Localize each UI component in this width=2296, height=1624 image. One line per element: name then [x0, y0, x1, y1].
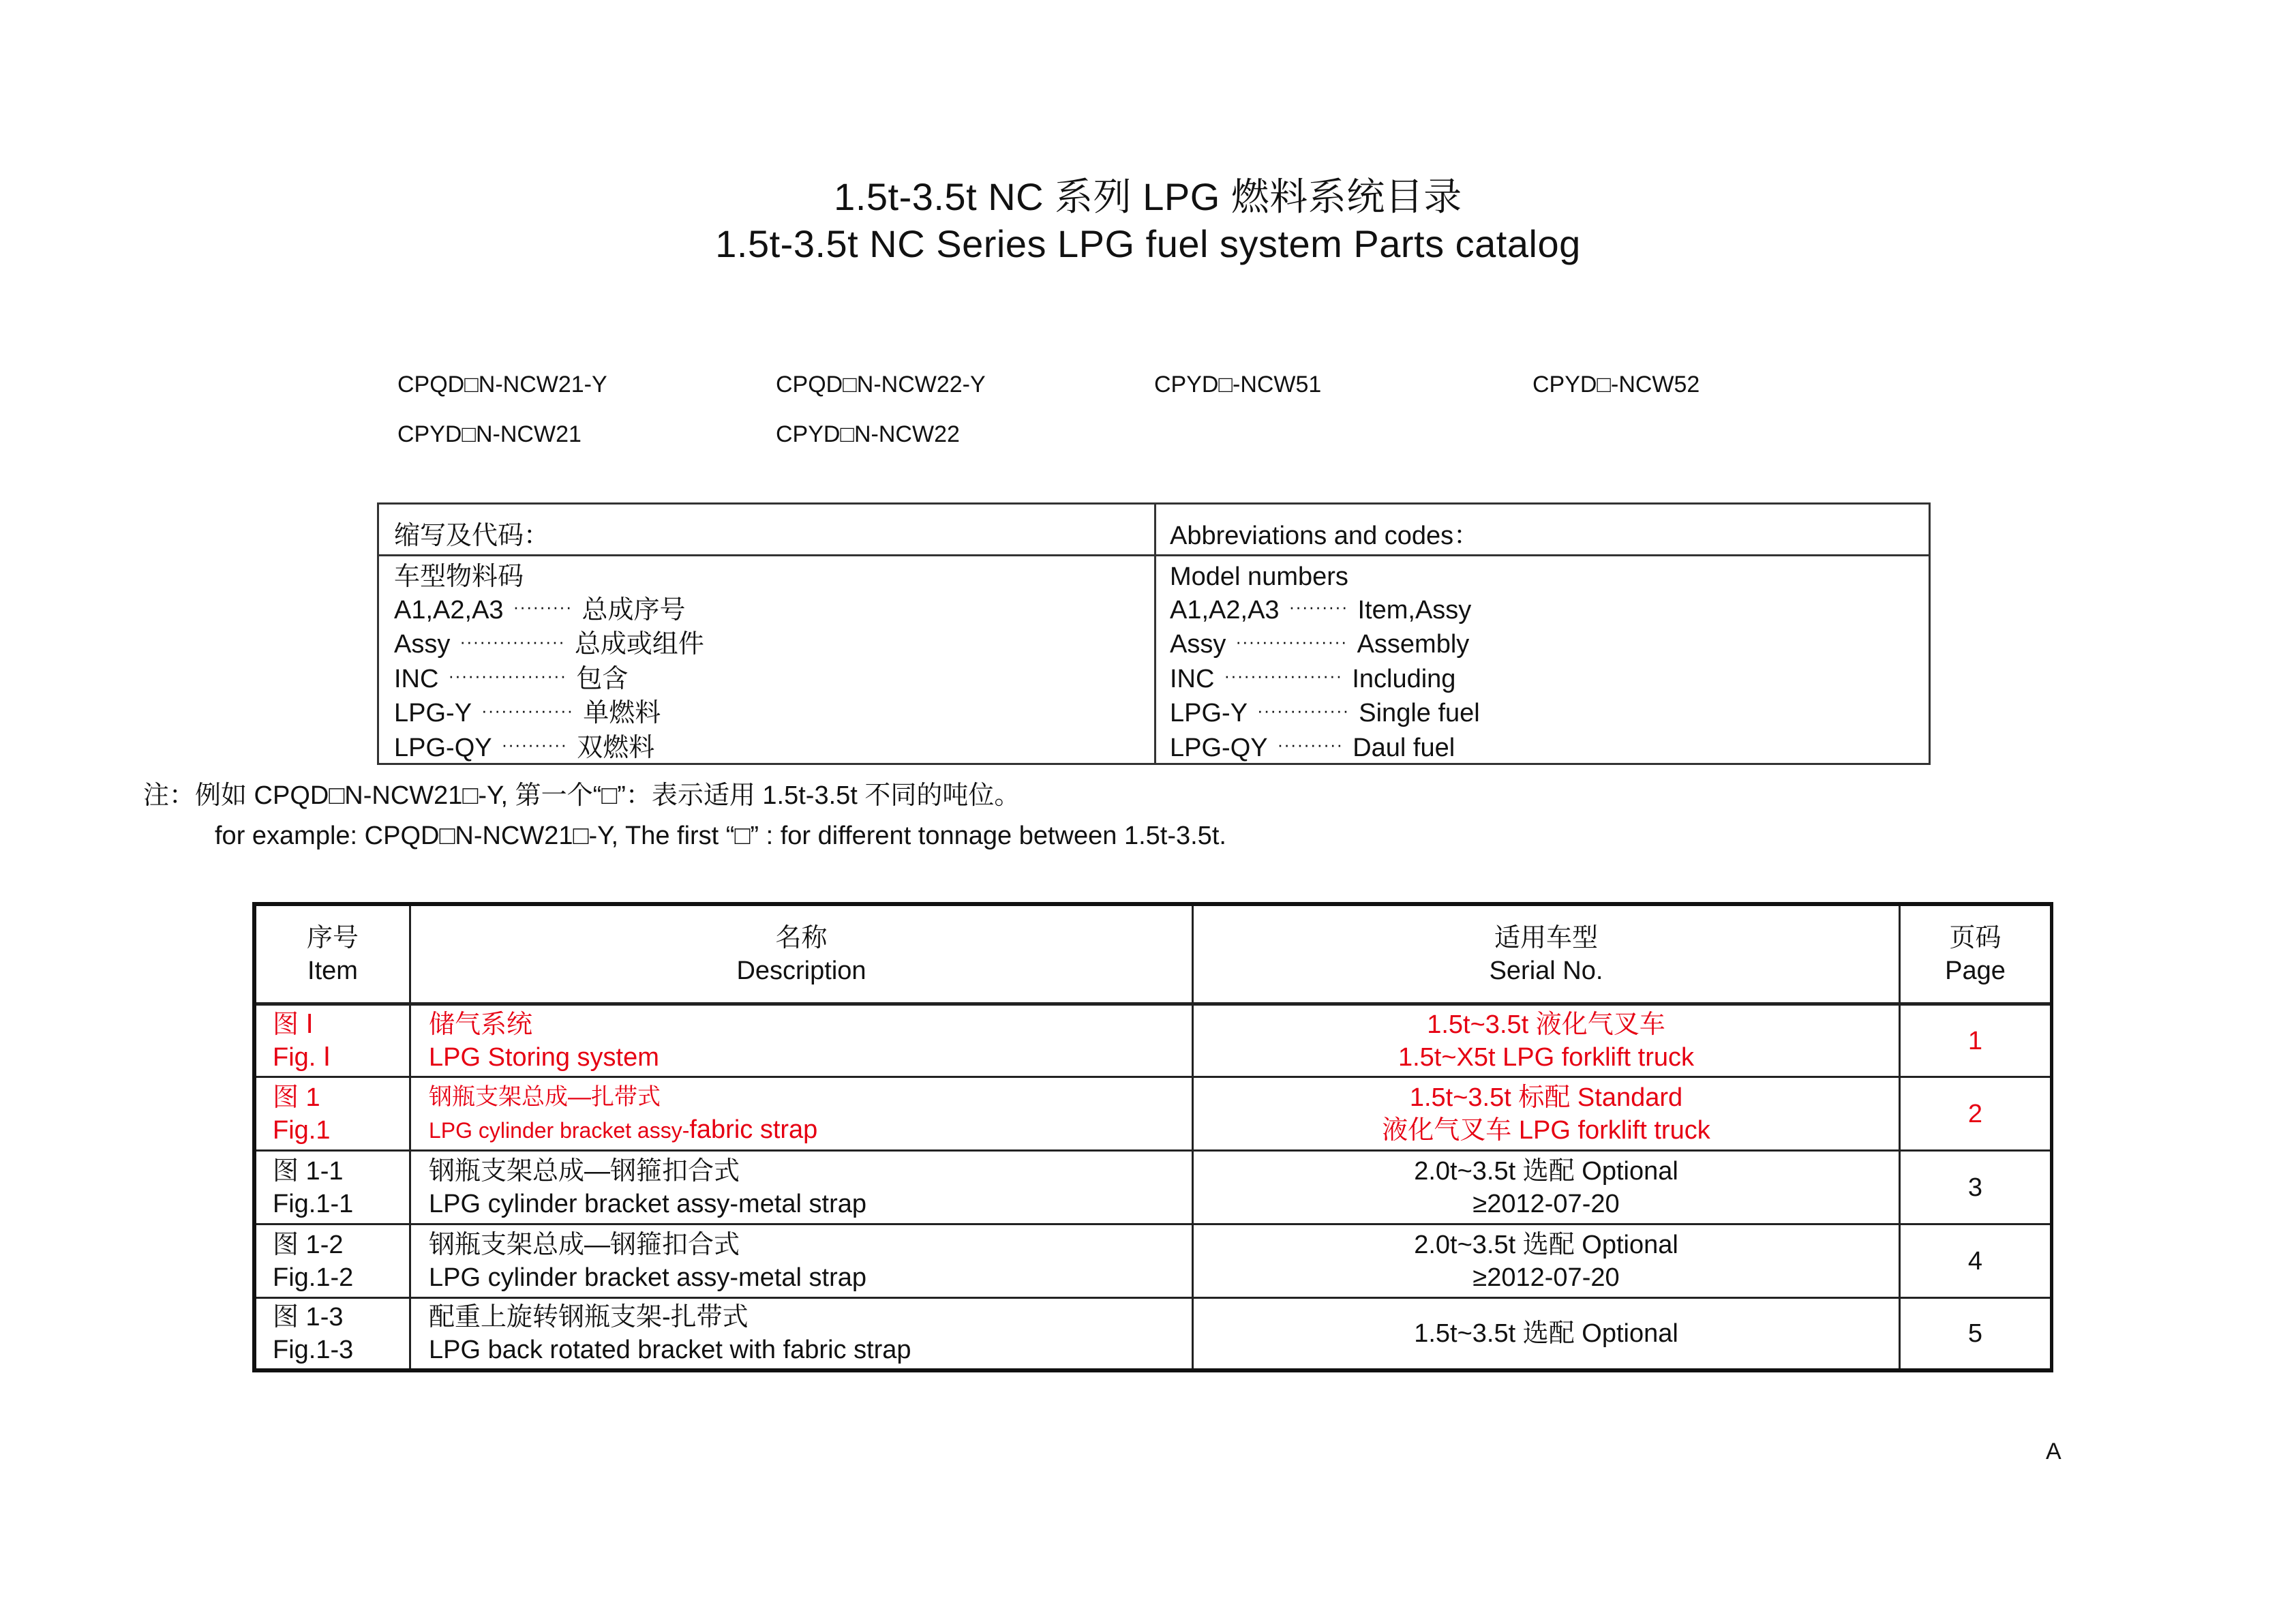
description-zh: 储气系统 — [429, 1010, 533, 1039]
serial-line-2: 1.5t~X5t LPG forklift truck — [1398, 1042, 1694, 1072]
description-zh: 钢瓶支架总成—钢箍扣合式 — [429, 1156, 740, 1186]
abbreviation-intro: 车型物料码 — [394, 562, 524, 591]
note-zh: 注：例如 CPQD□N-NCW21□-Y, 第一个“□”：表示适用 1.5t-3.5t 不同的吨位。 — [143, 781, 1021, 810]
description-zh: 配重上旋转钢瓶支架-扎带式 — [429, 1303, 749, 1332]
leader-dots: ················· — [1235, 631, 1348, 652]
abbreviation-meaning: 双燃料 — [577, 733, 655, 762]
header-description-en: Description — [736, 956, 866, 985]
item-en: Fig.1-2 — [273, 1263, 354, 1292]
abbreviation-code: LPG-QY — [1170, 733, 1268, 762]
item-en: Fig.1-3 — [273, 1336, 354, 1364]
header-item-en: Item — [307, 956, 358, 985]
abbreviations-header-en: Abbreviations and codes： — [1170, 522, 1480, 550]
row-page-link[interactable] — [1901, 1299, 2050, 1368]
serial-line-1: 1.5t~3.5t 液化气叉车 — [1427, 1010, 1665, 1039]
leader-dots: ·················· — [448, 665, 567, 687]
description-zh: 钢瓶支架总成—扎带式 — [429, 1084, 661, 1110]
serial-line-2: ≥2012-07-20 — [1472, 1189, 1620, 1218]
page-number[interactable]: 2 — [1967, 1099, 1983, 1128]
header-serial-zh: 适用车型 — [1494, 923, 1598, 952]
leader-dots: ·················· — [1224, 665, 1343, 687]
item-zh: 图 Ⅰ — [273, 1010, 314, 1039]
abbreviations-divider — [1154, 505, 1156, 763]
abbreviations-box — [377, 502, 1931, 765]
row-serial — [1194, 1078, 1899, 1149]
description-en: LPG cylinder bracket assy-metal strap — [429, 1263, 867, 1292]
header-serial-en: Serial No. — [1489, 956, 1603, 985]
item-en: Fig.1-1 — [273, 1189, 354, 1218]
abbreviation-meaning: 包含 — [576, 664, 629, 693]
abbreviation-row — [1170, 628, 1480, 662]
header-page-en: Page — [1945, 956, 2006, 985]
leader-dots: ········· — [1288, 597, 1348, 618]
abbreviation-row — [1170, 663, 1480, 697]
abbreviation-row — [1170, 594, 1480, 628]
abbreviations-zh-column — [394, 560, 704, 766]
item-zh: 图 1-3 — [273, 1303, 344, 1332]
row-item — [256, 1225, 409, 1297]
row-item — [256, 1006, 409, 1076]
page-number[interactable]: 3 — [1967, 1173, 1983, 1202]
row-description[interactable] — [411, 1152, 1192, 1223]
item-zh: 图 1-2 — [273, 1230, 344, 1259]
row-serial — [1194, 1225, 1899, 1297]
page-number[interactable]: 5 — [1967, 1319, 1983, 1348]
row-page-link[interactable] — [1901, 1006, 2050, 1076]
description-en: LPG cylinder bracket assy-metal strap — [429, 1189, 867, 1218]
abbreviation-intro: Model numbers — [1170, 562, 1348, 591]
serial-line-2: 液化气叉车 LPG forklift truck — [1382, 1115, 1710, 1145]
model-number: CPYD□-NCW51 — [1154, 372, 1322, 397]
row-serial — [1194, 1152, 1899, 1223]
description-en-part: fabric strap — [689, 1115, 818, 1144]
row-description[interactable] — [411, 1225, 1192, 1297]
leader-dots: ·········· — [1277, 734, 1344, 755]
abbreviation-code: Assy — [1170, 630, 1226, 659]
row-page-link[interactable] — [1901, 1225, 2050, 1297]
row-page-link[interactable] — [1901, 1152, 2050, 1223]
abbreviation-meaning: Assembly — [1357, 630, 1470, 659]
abbreviation-code: Assy — [394, 630, 451, 659]
abbreviation-meaning: 总成或组件 — [574, 630, 704, 659]
abbreviation-code: INC — [1170, 664, 1215, 693]
model-number: CPYD□N-NCW21 — [397, 421, 581, 447]
page-title-zh: 1.5t-3.5t NC 系列 LPG 燃料系统目录 — [834, 175, 1462, 218]
header-description — [411, 906, 1192, 1002]
model-number: CPYD□N-NCW22 — [776, 421, 960, 447]
abbreviation-row — [1170, 732, 1480, 766]
description-en: LPG Storing system — [429, 1042, 659, 1072]
row-description[interactable] — [411, 1078, 1192, 1149]
abbreviations-en-column — [1170, 560, 1480, 766]
serial-line-1: 2.0t~3.5t 选配 Optional — [1414, 1230, 1678, 1259]
row-item — [256, 1078, 409, 1149]
note-en: for example: CPQD□N-NCW21□-Y, The first “□” : for different tonnage between 1.5t-3.5t. — [215, 822, 1226, 850]
abbreviation-meaning: Daul fuel — [1353, 733, 1455, 762]
page-number[interactable]: 1 — [1967, 1026, 1983, 1055]
item-en: Fig.1 — [273, 1115, 331, 1145]
header-description-zh: 名称 — [775, 923, 828, 952]
abbreviation-meaning: Including — [1352, 664, 1456, 693]
serial-line-1: 1.5t~3.5t 标配 Standard — [1409, 1083, 1683, 1112]
abbreviations-header-zh: 缩写及代码： — [394, 522, 550, 550]
abbreviation-row — [394, 628, 704, 662]
header-item-zh: 序号 — [306, 923, 359, 952]
abbreviation-meaning: Single fuel — [1359, 699, 1480, 728]
abbreviation-code: A1,A2,A3 — [1170, 596, 1280, 625]
leader-dots: ·············· — [1257, 700, 1350, 721]
leader-dots: ········· — [513, 597, 573, 618]
abbreviation-code: LPG-Y — [1170, 699, 1248, 728]
abbreviation-code: INC — [394, 664, 439, 693]
page-number[interactable]: 4 — [1967, 1246, 1983, 1276]
header-page-zh: 页码 — [1949, 923, 2002, 952]
serial-line-1: 2.0t~3.5t 选配 Optional — [1414, 1156, 1678, 1186]
model-number: CPQD□N-NCW22-Y — [776, 372, 986, 397]
leader-dots: ·········· — [501, 734, 568, 755]
page-marker: A — [2046, 1439, 2061, 1464]
abbreviation-meaning: 单燃料 — [583, 699, 661, 728]
abbreviation-code: A1,A2,A3 — [394, 596, 504, 625]
model-number: CPQD□N-NCW21-Y — [397, 372, 607, 397]
row-serial — [1194, 1299, 1899, 1368]
row-description[interactable] — [411, 1006, 1192, 1076]
abbreviation-meaning: Item,Assy — [1357, 596, 1472, 625]
header-item — [256, 906, 409, 1002]
abbreviation-row — [1170, 697, 1480, 731]
row-item — [256, 1299, 409, 1368]
description-en — [429, 1113, 817, 1147]
page-title-en: 1.5t-3.5t NC Series LPG fuel system Parts catalog — [715, 222, 1581, 265]
abbreviation-code: LPG-Y — [394, 699, 472, 728]
description-en: LPG back rotated bracket with fabric strap — [429, 1336, 911, 1364]
header-page — [1901, 906, 2050, 1002]
item-zh: 图 1-1 — [273, 1156, 344, 1186]
row-description[interactable] — [411, 1299, 1192, 1368]
abbreviation-row — [394, 663, 704, 697]
model-number: CPYD□-NCW52 — [1532, 372, 1700, 397]
leader-dots: ·············· — [481, 700, 574, 721]
header-serial — [1194, 906, 1899, 1002]
serial-line-2: ≥2012-07-20 — [1472, 1263, 1620, 1292]
abbreviation-row — [394, 697, 704, 731]
row-item — [256, 1152, 409, 1223]
leader-dots: ················ — [459, 631, 565, 652]
description-zh: 钢瓶支架总成—钢箍扣合式 — [429, 1230, 740, 1259]
serial-line-1: 1.5t~3.5t 选配 Optional — [1414, 1319, 1678, 1348]
item-zh: 图 1 — [273, 1083, 320, 1112]
abbreviation-row — [394, 732, 704, 766]
catalog-table — [252, 902, 2053, 1372]
description-en-part: LPG cylinder bracket assy- — [429, 1118, 690, 1143]
abbreviation-code: LPG-QY — [394, 733, 492, 762]
row-serial — [1194, 1006, 1899, 1076]
abbreviation-meaning: 总成序号 — [581, 596, 686, 625]
item-en: Fig. Ⅰ — [273, 1042, 331, 1072]
row-page-link[interactable] — [1901, 1078, 2050, 1149]
abbreviation-row — [394, 594, 704, 628]
